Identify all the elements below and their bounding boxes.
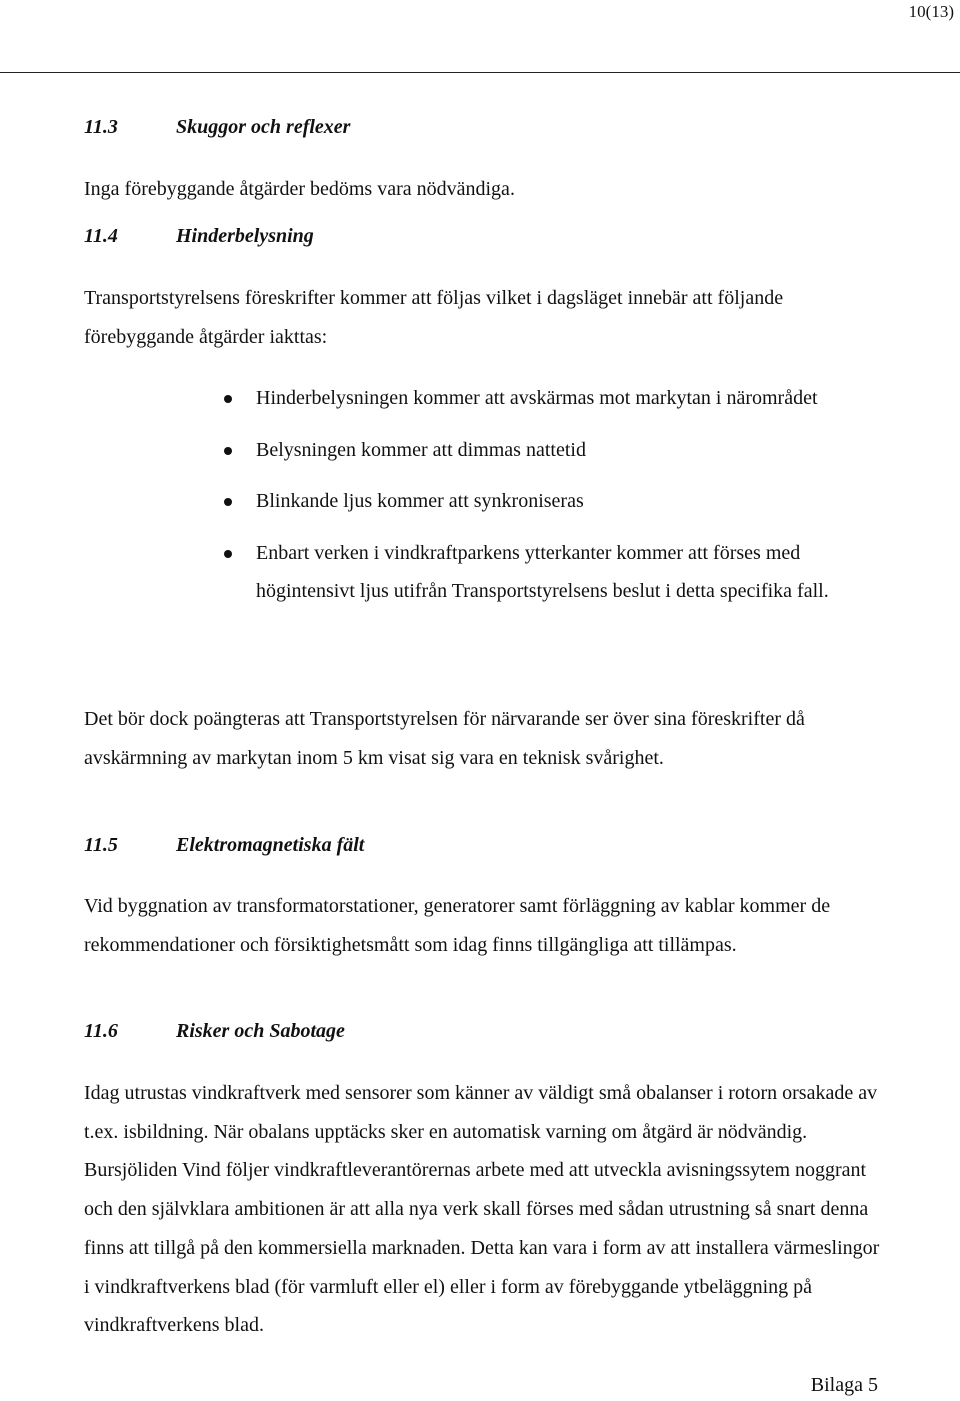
paragraph: Vid byggnation av transformatorstationer, generatorer samt förläggning av kablar kommer de rekommendationer och försiktighetsmått som idag finns tillgängliga att tillämpas. (84, 895, 831, 956)
section-heading-11-5 (84, 834, 364, 857)
page-number: 10(13) (908, 2, 954, 21)
bullet-icon (224, 498, 232, 506)
section-number: 11.4 (84, 225, 118, 247)
section-title: Skuggor och reflexer (176, 116, 351, 138)
section-number: 11.5 (84, 834, 118, 856)
bullet-icon (224, 550, 232, 558)
bullet-list (256, 379, 886, 624)
section-title: Elektromagnetiska fält (176, 834, 365, 856)
section-heading-11-3 (84, 116, 350, 139)
bullet-icon (224, 447, 232, 455)
section-title: Hinderbelysning (176, 225, 314, 247)
paragraph: Inga förebyggande åtgärder bedöms vara nödvändiga. (84, 178, 515, 200)
list-item: Hinderbelysningen kommer att avskärmas mot markytan i närområdet (256, 379, 886, 418)
paragraph: Idag utrustas vindkraftverk med sensorer som känner av väldigt små obalanser i rotorn orsakade av t.ex. isbildning. När obalans upptäcks sker en automatisk varning om åtgärd är nödvändig. Bursjöliden Vind följer vindkraftleverantörernas arbete med att utveckla avisningssytem noggrant och den självklara ambitionen är att alla nya verk skall förses med sådan utrustning så snart denna finns att tillgå på den kommersiella marknaden. Detta kan vara i form av att installera värmeslingor i vindkraftverkens blad (för varmluft eller el) eller i form av förebyggande ytbeläggning på vindkraftverkens blad. (84, 1082, 880, 1337)
list-item: Enbart verken i vindkraftparkens ytterkanter kommer att förses med högintensivt ljus utifrån Transportstyrelsens beslut i detta specifika fall. (256, 534, 886, 611)
section-title: Risker och Sabotage (176, 1020, 345, 1042)
paragraph: Transportstyrelsens föreskrifter kommer att följas vilket i dagsläget innebär att följande förebyggande åtgärder iakttas: (84, 287, 784, 348)
section-number: 11.6 (84, 1020, 118, 1042)
section-number: 11.3 (84, 116, 118, 138)
list-item: Blinkande ljus kommer att synkroniseras (256, 482, 886, 521)
footer-label: Bilaga 5 (810, 1374, 878, 1396)
section-heading-11-6 (84, 1020, 345, 1043)
section-heading-11-4 (84, 225, 314, 248)
paragraph: Det bör dock poängteras att Transportstyrelsen för närvarande ser över sina föreskrifter då avskärmning av markytan inom 5 km visat sig vara en teknisk svårighet. (84, 708, 805, 769)
header-rule (0, 72, 960, 73)
bullet-icon (224, 395, 232, 403)
list-item: Belysningen kommer att dimmas nattetid (256, 431, 886, 470)
